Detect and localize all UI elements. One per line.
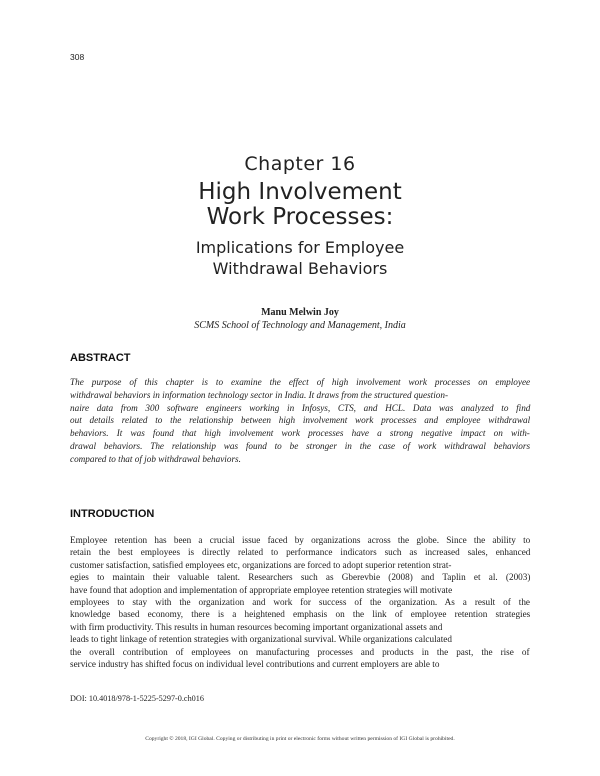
introduction-heading: INTRODUCTION — [70, 508, 155, 520]
author-name: Manu Melwin Joy — [261, 307, 339, 318]
copyright-notice: Copyright © 2018, IGI Global. Copying or distributing in print or electronic forms without written permission of IGI Global is prohibited. — [145, 736, 455, 742]
chapter-title — [0, 180, 600, 230]
abstract-line: The purpose of this chapter is to examine the effect of high involvement work processes on employee — [70, 377, 531, 387]
introduction-line: leads to tight linkage of retention strategies with organizational survival. While organizations calculated — [70, 634, 452, 645]
page-number: 308 — [70, 52, 85, 62]
introduction-line: customer satisfaction, satisfied employees etc, organizations are forced to adopt superior retention strat- — [70, 559, 452, 570]
abstract-line: withdrawal behaviors in information technology sector in India. It draws from the structured question- — [70, 389, 449, 400]
abstract-line: out details related to the relationship between high involvement work processes and employee withdrawal — [70, 415, 531, 426]
abstract-line: naire data from 300 software engineers working in Infosys, CTS, and HCL. Data was analyzed to find — [70, 402, 531, 413]
introduction-line: have found that adoption and implementation of appropriate employee retention strategies will motivate — [70, 584, 453, 595]
abstract-line: drawal behaviors. The relationship was found to be stronger in the case of work withdrawal behaviors — [70, 440, 531, 451]
abstract-line: compared to that of job withdrawal behaviors. — [70, 453, 241, 464]
chapter-title-line: Work Processes: — [206, 204, 394, 230]
introduction-line: employees to stay with the organization and work for success of the organization. As a result of the — [70, 597, 531, 608]
author-affiliation: SCMS School of Technology and Management, India — [194, 320, 406, 331]
introduction-body — [70, 534, 530, 670]
introduction-line: service industry has shifted focus on individual level contributions and current employers are able to — [70, 659, 440, 670]
introduction-line: knowledge based economy, there is a heightened emphasis on the link of employee retention strategies — [70, 609, 531, 620]
introduction-line: egies to maintain their valuable talent. Researchers such as Gberevbie (2008) and Taplin et al. (2003) — [70, 572, 531, 583]
chapter-title-line: High Involvement — [198, 179, 402, 205]
abstract-line: behaviors. It was found that high involvement work processes have a strong negative impact on with- — [70, 428, 530, 439]
chapter-subtitle-line: Withdrawal Behaviors — [212, 259, 388, 278]
introduction-line: retain the best employees is directly related to performance indicators such as increased sales, enhanced — [70, 547, 531, 558]
introduction-line: Employee retention has been a crucial issue faced by organizations across the globe. Since the ability to — [70, 535, 531, 545]
introduction-line: the overall contribution of employees on manufacturing processes and products in the past, the rise of — [70, 646, 530, 657]
doi-line: DOI: 10.4018/978-1-5225-5297-0.ch016 — [70, 694, 204, 703]
chapter-subtitle — [0, 237, 600, 279]
abstract-body — [70, 376, 530, 466]
abstract-heading: ABSTRACT — [70, 352, 131, 364]
chapter-label: Chapter 16 — [244, 153, 356, 175]
introduction-line: with firm productivity. This results in human resources becoming important organizational assets and — [70, 621, 443, 632]
chapter-subtitle-line: Implications for Employee — [195, 238, 405, 257]
